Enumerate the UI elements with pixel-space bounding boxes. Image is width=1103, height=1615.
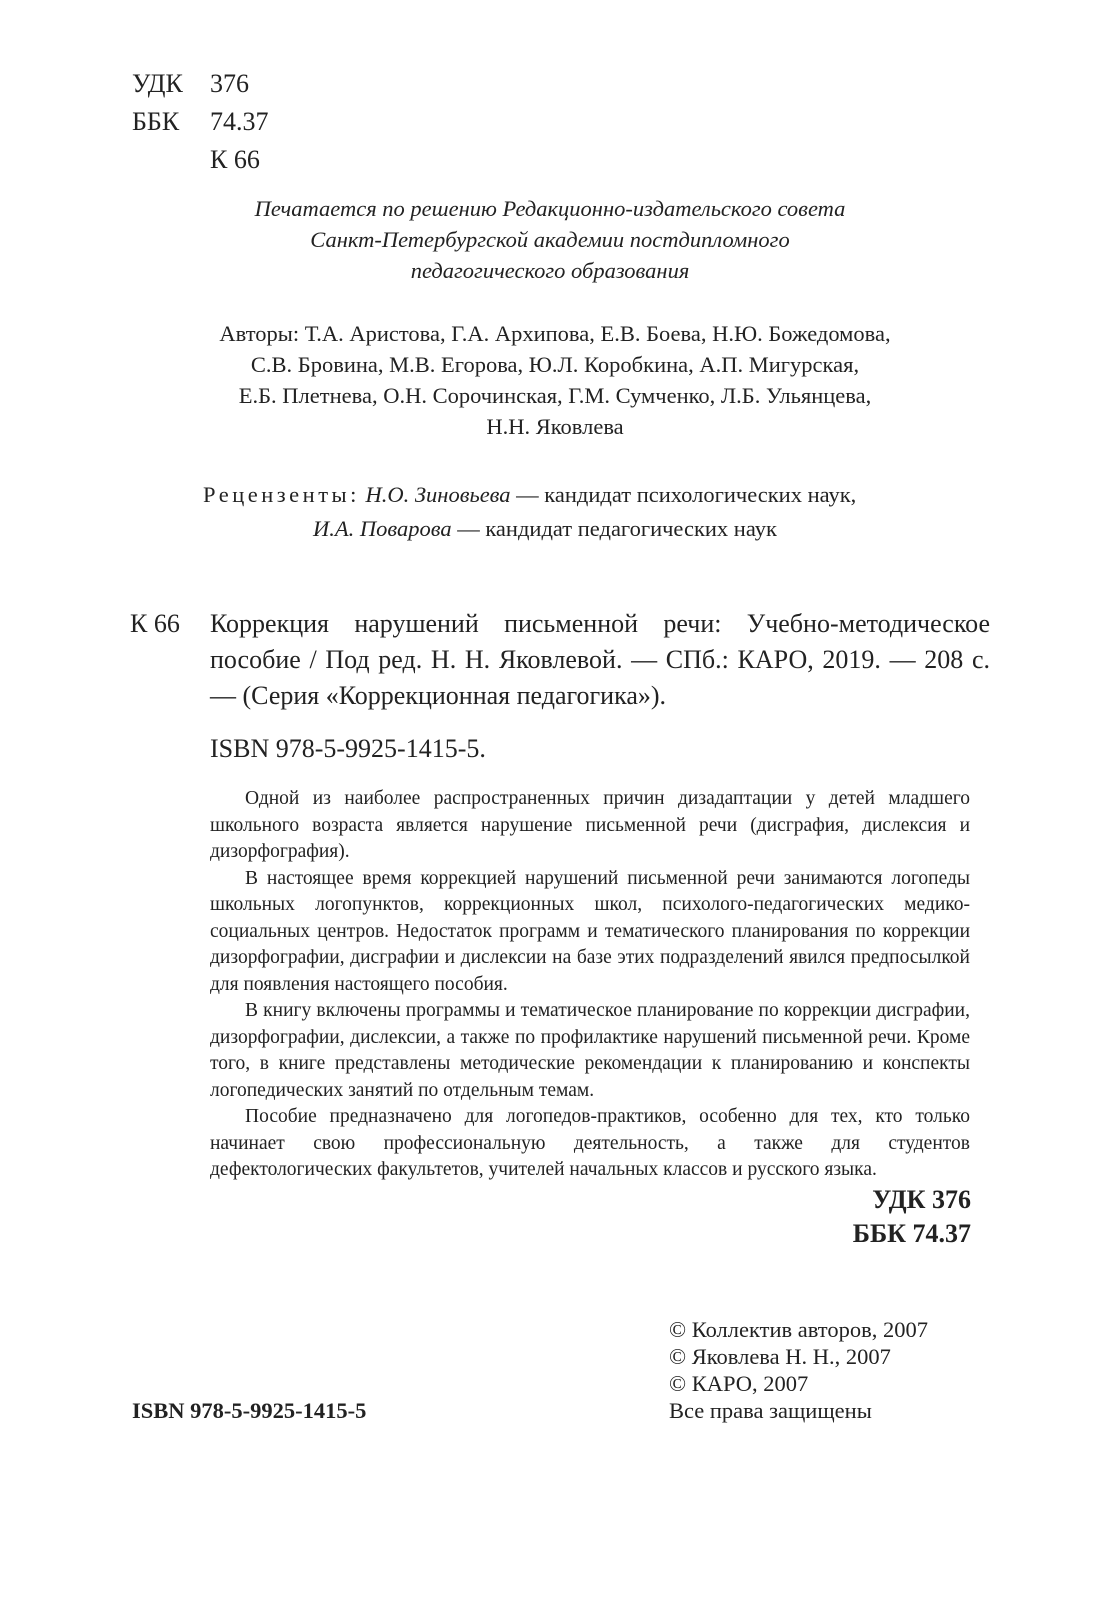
bibliographic-entry: Коррекция нарушений письменной речи: Учебно-методическое пособие / Под ред. Н. Н. Яковлевой. — СПб.: КАРО, 2019. — 208 с. — (Серия «Коррекционная педагогика»). [210,609,990,710]
author-mark: К 66 [210,145,260,174]
abstract-paragraph: В настоящее время коррекцией нарушений письменной речи занимаются логопеды школьных логопунктов, коррекционных школ, психолого-педагогических медико-социальных центров. Недостаток программ и тематического планирования по коррекции дизорфографии, дисграфии и дислексии на базе этих подразделений явился предпосылкой для появления настоящего пособия. [210,867,970,995]
authors-block [140,318,970,442]
publisher-note-line: Санкт-Петербургской академии постдипломного [310,227,790,252]
copyright-block [669,1316,928,1424]
entry-code: К 66 [130,609,180,638]
abstract-paragraph: Одной из наиболее распространенных причин дизадаптации у детей младшего школьного возраста является нарушение письменной речи (дисграфия, дислексия и дизорфография). [210,788,970,862]
bbk-value: 74.37 [210,107,269,136]
publisher-note-line: педагогического образования [410,258,690,283]
entry-isbn: ISBN 978-5-9925-1415-5. [210,734,486,763]
udk-footer: УДК 376 [872,1185,971,1214]
copyright-line: © Яковлева Н. Н., 2007 [669,1344,891,1369]
copyright-line: © Коллектив авторов, 2007 [669,1317,928,1342]
bbk-footer: ББК 74.37 [852,1219,971,1248]
reviewers-block [203,478,856,546]
reviewer-1-title: — кандидат психологических наук, [510,482,857,507]
rights-reserved: Все права защищены [669,1398,872,1423]
classification-footer [853,1183,971,1251]
abstract-paragraph: В книгу включены программы и тематическое планирование по коррекции дисграфии, дизорфографии, дислексии, а также по профилактике нарушений письменной речи. Кроме того, в книге представлены методические рекомендации к планированию и конспекты логопедических занятий по отдельным темам. [210,1000,970,1101]
udk-value: 376 [210,69,249,98]
reviewer-line-1 [203,478,856,512]
publisher-note [150,193,950,286]
author-mark-row [0,138,400,182]
authors-line: С.В. Бровина, М.В. Егорова, Ю.Л. Коробкина, А.П. Мигурская, [250,352,860,377]
reviewer-2-title: — кандидат педагогических наук [451,516,777,541]
udk-label: УДК [132,69,183,98]
abstract-paragraph: Пособие предназначено для логопедов-практиков, особенно для тех, кто только начинает свою профессиональную деятельность, а также для студентов дефектологических факультетов, учителей начальных классов и русского языка. [210,1106,970,1180]
bbk-label: ББК [132,107,180,136]
reviewer-2-name: И.А. Поварова [313,516,452,541]
reviewer-1-name: Н.О. Зиновьева [365,482,511,507]
isbn-bottom: ISBN 978-5-9925-1415-5 [132,1398,367,1423]
reviewers-label: Рецензенты: [203,482,360,507]
publisher-note-line: Печатается по решению Редакционно-издательского совета [254,196,846,221]
authors-line: Е.Б. Плетнева, О.Н. Сорочинская, Г.М. Сумченко, Л.Б. Ульянцева, [238,383,872,408]
abstract [210,786,970,1184]
authors-line: Авторы: Т.А. Аристова, Г.А. Архипова, Е.В. Боева, Н.Ю. Божедомова, [219,321,891,346]
authors-line: Н.Н. Яковлева [486,414,624,439]
reviewer-line-2 [203,512,856,546]
copyright-line: © КАРО, 2007 [669,1371,809,1396]
